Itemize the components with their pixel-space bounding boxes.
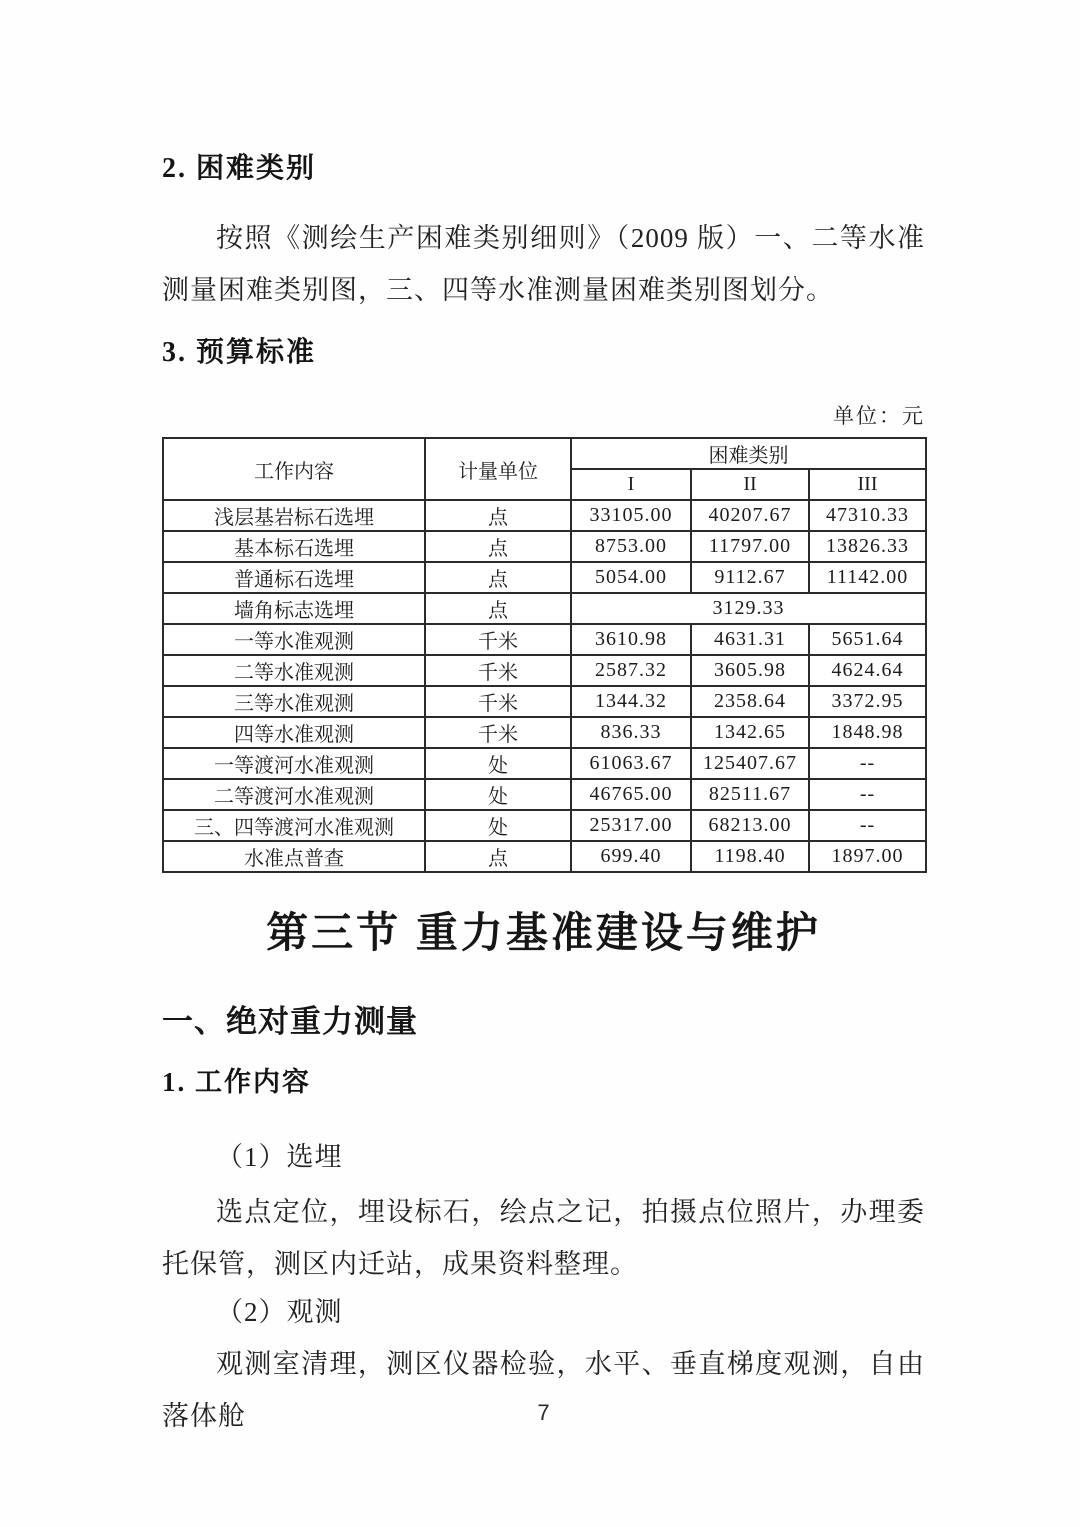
merged-value-cell: 3129.33 [571, 593, 926, 624]
table-row [163, 531, 926, 562]
heading-absolute-gravity: 一、绝对重力测量 [162, 1004, 418, 1039]
table-row [163, 810, 926, 841]
work-item-cell: 一等渡河水准观测 [163, 748, 425, 779]
header-level-1: I [571, 469, 691, 500]
value-cell-3: 13826.33 [809, 531, 926, 562]
table-row [163, 841, 926, 872]
table-row [163, 500, 926, 531]
work-item-cell: 墙角标志选埋 [163, 593, 425, 624]
unit-cell: 点 [425, 593, 571, 624]
value-cell-1: 836.33 [571, 717, 691, 748]
table-header-row-1 [163, 438, 926, 469]
work-item-cell: 普通标石选埋 [163, 562, 425, 593]
table-row [163, 748, 926, 779]
table-row [163, 593, 926, 624]
value-cell-2: 40207.67 [691, 500, 809, 531]
table-row [163, 686, 926, 717]
unit-cell: 点 [425, 841, 571, 872]
item-1-label: （1）选埋 [216, 1142, 343, 1172]
page-number: 7 [537, 1400, 550, 1425]
work-item-cell: 三、四等渡河水准观测 [163, 810, 425, 841]
unit-cell: 点 [425, 562, 571, 593]
budget-table-body [163, 500, 926, 872]
value-cell-1: 33105.00 [571, 500, 691, 531]
unit-cell: 点 [425, 531, 571, 562]
value-cell-1: 5054.00 [571, 562, 691, 593]
table-unit-note: 单位：元 [833, 404, 925, 428]
unit-cell: 点 [425, 500, 571, 531]
value-cell-2: 9112.67 [691, 562, 809, 593]
work-item-cell: 二等渡河水准观测 [163, 779, 425, 810]
unit-cell: 千米 [425, 655, 571, 686]
value-cell-3: 5651.64 [809, 624, 926, 655]
header-level-2: II [691, 469, 809, 500]
value-cell-3: -- [809, 810, 926, 841]
value-cell-3: 1897.00 [809, 841, 926, 872]
work-item-cell: 基本标石选埋 [163, 531, 425, 562]
value-cell-2: 4631.31 [691, 624, 809, 655]
work-item-cell: 水准点普查 [163, 841, 425, 872]
item-1-text: 选点定位，埋设标石，绘点之记，拍摄点位照片，办理委托保管，测区内迁站，成果资料整理。 [162, 1197, 925, 1279]
header-work-content: 工作内容 [163, 438, 425, 500]
value-cell-1: 1344.32 [571, 686, 691, 717]
unit-cell: 千米 [425, 624, 571, 655]
value-cell-1: 699.40 [571, 841, 691, 872]
heading-work-content: 1. 工作内容 [162, 1067, 311, 1097]
value-cell-2: 68213.00 [691, 810, 809, 841]
value-cell-3: 11142.00 [809, 562, 926, 593]
unit-cell: 千米 [425, 717, 571, 748]
work-item-cell: 一等水准观测 [163, 624, 425, 655]
value-cell-2: 3605.98 [691, 655, 809, 686]
value-cell-1: 2587.32 [571, 655, 691, 686]
work-item-cell: 四等水准观测 [163, 717, 425, 748]
work-item-cell: 二等水准观测 [163, 655, 425, 686]
value-cell-2: 82511.67 [691, 779, 809, 810]
table-row [163, 562, 926, 593]
heading-budget-standard: 3. 预算标准 [162, 337, 317, 368]
budget-standard-table [162, 437, 927, 873]
table-row [163, 779, 926, 810]
unit-cell: 处 [425, 748, 571, 779]
unit-cell: 处 [425, 810, 571, 841]
value-cell-3: 4624.64 [809, 655, 926, 686]
item-2-label: （2）观测 [216, 1297, 343, 1327]
value-cell-2: 125407.67 [691, 748, 809, 779]
work-item-cell: 三等水准观测 [163, 686, 425, 717]
value-cell-1: 3610.98 [571, 624, 691, 655]
work-item-cell: 浅层基岩标石选埋 [163, 500, 425, 531]
heading-difficulty-category: 2. 困难类别 [162, 153, 317, 184]
value-cell-1: 46765.00 [571, 779, 691, 810]
value-cell-1: 61063.67 [571, 748, 691, 779]
table-row [163, 717, 926, 748]
header-level-3: III [809, 469, 926, 500]
unit-cell: 千米 [425, 686, 571, 717]
header-difficulty-group: 困难类别 [571, 438, 926, 469]
table-row [163, 624, 926, 655]
value-cell-3: -- [809, 779, 926, 810]
value-cell-1: 8753.00 [571, 531, 691, 562]
table-row [163, 655, 926, 686]
unit-cell: 处 [425, 779, 571, 810]
item-2-text: 观测室清理，测区仪器检验，水平、垂直梯度观测，自由落体舱 [162, 1349, 925, 1431]
difficulty-paragraph: 按照《测绘生产困难类别细则》（2009 版）一、二等水准测量困难类别图，三、四等水准测量困难类别图划分。 [162, 223, 925, 305]
value-cell-3: 47310.33 [809, 500, 926, 531]
value-cell-3: 3372.95 [809, 686, 926, 717]
value-cell-2: 2358.64 [691, 686, 809, 717]
value-cell-3: -- [809, 748, 926, 779]
value-cell-2: 11797.00 [691, 531, 809, 562]
value-cell-2: 1342.65 [691, 717, 809, 748]
value-cell-1: 25317.00 [571, 810, 691, 841]
section-title: 第三节 重力基准建设与维护 [266, 909, 821, 956]
header-unit: 计量单位 [425, 438, 571, 500]
value-cell-3: 1848.98 [809, 717, 926, 748]
value-cell-2: 1198.40 [691, 841, 809, 872]
